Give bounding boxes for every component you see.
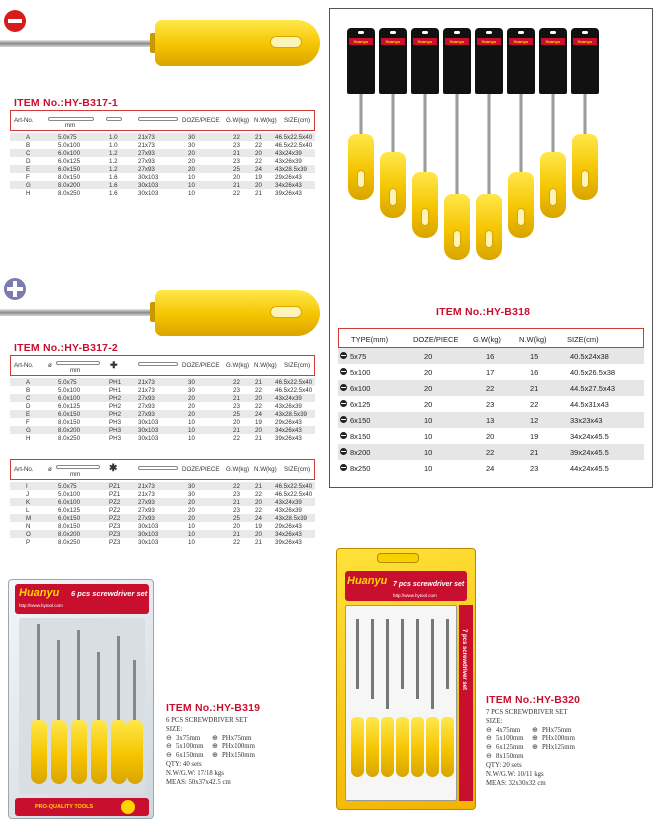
blister-card: Huanyu	[379, 28, 407, 94]
handle-dimension-icon	[138, 362, 178, 366]
table-row: J 5.0x100 PZ1 21x73 30 23 22 46.5x22.5x40	[26, 490, 313, 498]
table-row: D 6.0x125 PH2 27x93 20 23 22 43x26x39	[26, 402, 302, 410]
table-row: 6x100 20 22 21 44.5x27.5x43	[338, 380, 644, 396]
table-row: 8x150 10 20 19 34x24x45.5	[338, 428, 644, 444]
phillips-icon: ⊕	[212, 752, 218, 760]
blister-card: Huanyu	[443, 28, 471, 94]
size-list-item: ⊖ 6x150mm ⊕ PHx150mm	[166, 752, 255, 760]
b317-2-title: ITEM No.:HY-B317-2	[14, 342, 118, 354]
table-row: F 8.0x150 1.6 30x103 10 20 19 29x26x43	[26, 173, 302, 181]
table-row: 8x200 10 22 21 39x24x45.5	[338, 444, 644, 460]
slotted-icon	[340, 400, 347, 407]
table-header: Art-No. ø mm ✚ DOZE/PIECE G.W(kg) N.W(kg) SIZE(cm)	[10, 355, 315, 376]
handle-dimension-icon	[138, 117, 178, 121]
table-row: B 5.0x100 PH1 21x73 30 23 22 46.5x22.5x40	[26, 386, 313, 394]
slotted-icon	[340, 448, 347, 455]
blister-card: Huanyu	[507, 28, 535, 94]
size-list-item: ⊖ 8x150mm	[486, 753, 524, 761]
table-row: 6x125 20 23 22 44.5x31x43	[338, 396, 644, 412]
b318-title: ITEM No.:HY-B318	[436, 306, 531, 318]
b319-title: ITEM No.:HY-B319	[166, 702, 261, 714]
brand-logo: Huanyu	[347, 575, 388, 587]
table-row: N 8.0x150 PZ3 30x103 10 20 19 29x26x43	[26, 522, 302, 530]
table-header: Art-No. ø mm ✱ DOZE/PIECE G.W(kg) N.W(kg) SIZE(cm)	[10, 459, 315, 480]
screwdriver-dimension-icon	[56, 465, 100, 469]
b319-package-image: Huanyu 6 pcs screwdriver set http://www.hytool.com PRO-QUALITY TOOLS	[8, 579, 154, 819]
table-row: A 5.0x75 PH1 21x73 30 22 21 46.5x22.5x40	[10, 378, 315, 386]
size-list-item: ⊖ 6x125mm ⊕ PHx125mm	[486, 744, 575, 752]
slotted-icon: ⊖	[166, 743, 172, 751]
table-row: G 8.0x200 1.6 30x103 10 21 20 34x26x43	[10, 181, 315, 189]
table-header: TYPE(mm) DOZE/PIECE G.W(kg) N.W(kg) SIZE(cm)	[338, 328, 644, 348]
phillips-tip-icon: ✚	[110, 360, 118, 370]
table-row: E 6.0x150 1.2 27x93 20 25 24 43x28.5x39	[10, 165, 315, 173]
b318-spec-table	[338, 328, 644, 476]
table-row: F 8.0x150 PH3 30x103 10 20 19 29x26x43	[26, 418, 302, 426]
table-row: 5x100 20 17 16 40.5x26.5x38	[338, 364, 644, 380]
slotted-icon: ⊖	[166, 752, 172, 760]
slotted-icon	[340, 368, 347, 375]
slotted-icon	[340, 416, 347, 423]
b319-description: 6 PCS SCREWDRIVER SET SIZE: ⊖ 3x75mm ⊕ PHx75mm ⊖ 5x100mm ⊕ PHx100mm ⊖ 6x150mm ⊕ PHx150mm QTY: 40 sets N.W/G.W: 17/18 kgs MEAS: 50x37x42.5 cm	[166, 717, 255, 786]
table-row: H 8.0x250 1.6 30x103 10 22 21 39x26x43	[26, 189, 302, 197]
phillips-icon: ⊕	[532, 726, 538, 734]
b317-2-pz-table	[10, 459, 315, 546]
tip-dimension-icon	[106, 117, 122, 121]
b320-package-image: Huanyu 7 pcs screwdriver set http://www.hytool.com 7 pcs screwdriver set	[336, 548, 476, 810]
figure-icon	[121, 800, 135, 814]
table-row: C 6.0x100 1.2 27x93 20 21 20 43x24x39	[10, 149, 315, 157]
slotted-icon: ⊖	[486, 744, 492, 752]
slotted-icon	[340, 464, 347, 471]
slotted-icon	[340, 384, 347, 391]
phillips-icon: ⊕	[212, 734, 218, 742]
b317-1-spec-table	[10, 110, 315, 197]
table-row: L 6.0x125 PZ2 27x93 20 23 22 43x26x39	[26, 506, 302, 514]
blister-card: Huanyu	[539, 28, 567, 94]
table-row: E 6.0x150 PH2 27x93 20 25 24 43x28.5x39	[10, 410, 315, 418]
b320-title: ITEM No.:HY-B320	[486, 694, 581, 706]
blister-card: Huanyu	[571, 28, 599, 94]
blister-card: Huanyu	[411, 28, 439, 94]
table-row: 6x150 10 13 12 33x23x43	[338, 412, 644, 428]
slotted-icon: ⊖	[166, 734, 172, 742]
blister-card: Huanyu	[347, 28, 375, 94]
size-list-item: ⊖ 4x75mm ⊕ PHx75mm	[486, 726, 572, 734]
phillips-type-icon	[4, 278, 26, 300]
slotted-icon: ⊖	[486, 726, 492, 734]
table-row: K 6.0x100 PZ2 27x93 20 21 20 43x24x39	[10, 498, 315, 506]
table-row: O 8.0x200 PZ3 30x103 10 21 20 34x26x43	[10, 530, 315, 538]
b317-1-title: ITEM No.:HY-B317-1	[14, 97, 118, 109]
size-list-item: ⊖ 3x75mm ⊕ PHx75mm	[166, 734, 252, 742]
table-row: G 8.0x200 PH3 30x103 10 21 20 34x26x43	[10, 426, 315, 434]
slotted-icon	[340, 352, 347, 359]
slotted-icon	[340, 432, 347, 439]
phillips-icon: ⊕	[532, 735, 538, 743]
slotted-icon: ⊖	[486, 753, 492, 761]
phillips-icon: ⊕	[212, 743, 218, 751]
table-row: M 6.0x150 PZ2 27x93 20 25 24 43x28.5x39	[10, 514, 315, 522]
pozidriv-tip-icon: ✱	[109, 463, 118, 474]
b320-description: 7 PCS SCREWDRIVER SET SIZE: ⊖ 4x75mm ⊕ PHx75mm ⊖ 5x100mm ⊕ PHx100mm ⊖ 6x125mm ⊕ PHx125mm ⊖ 8x150mm QTY: 20 sets N.W/G.W: 10/11 kgs MEAS: 32x30x32 cm	[486, 709, 575, 787]
screwdriver-dimension-icon	[56, 361, 100, 365]
screwdriver-dimension-icon	[48, 117, 94, 121]
brand-logo: Huanyu	[19, 587, 60, 599]
size-list-item: ⊖ 5x100mm ⊕ PHx100mm	[166, 743, 255, 751]
table-row: 5x75 20 16 15 40.5x24x38	[338, 348, 644, 364]
slotted-icon: ⊖	[486, 735, 492, 743]
table-row: A 5.0x75 1.0 21x73 30 22 21 46.5x22.5x40	[10, 133, 315, 141]
table-row: D 6.0x125 1.2 27x93 20 23 22 43x26x39	[26, 157, 302, 165]
table-row: B 5.0x100 1.0 21x73 30 23 22 46.5x22.5x40	[26, 141, 313, 149]
table-row: H 8.0x250 PH3 30x103 10 22 21 39x26x43	[26, 434, 302, 442]
table-row: I 5.0x75 PZ1 21x73 30 22 21 46.5x22.5x40	[10, 482, 315, 490]
table-row: C 6.0x100 PH2 27x93 20 21 20 43x24x39	[10, 394, 315, 402]
handle-dimension-icon	[138, 466, 178, 470]
slotted-type-icon	[4, 10, 26, 32]
size-list-item: ⊖ 5x100mm ⊕ PHx100mm	[486, 735, 575, 743]
table-row: P 8.0x250 PZ3 30x103 10 22 21 39x26x43	[26, 538, 302, 546]
blister-card: Huanyu	[475, 28, 503, 94]
table-header: Art-No. mm DOZE/PIECE G.W(kg) N.W(kg) SIZE(cm)	[10, 110, 315, 131]
b317-2-ph-table	[10, 355, 315, 442]
table-row: 8x250 10 24 23 44x24x45.5	[338, 460, 644, 476]
phillips-icon: ⊕	[532, 744, 538, 752]
